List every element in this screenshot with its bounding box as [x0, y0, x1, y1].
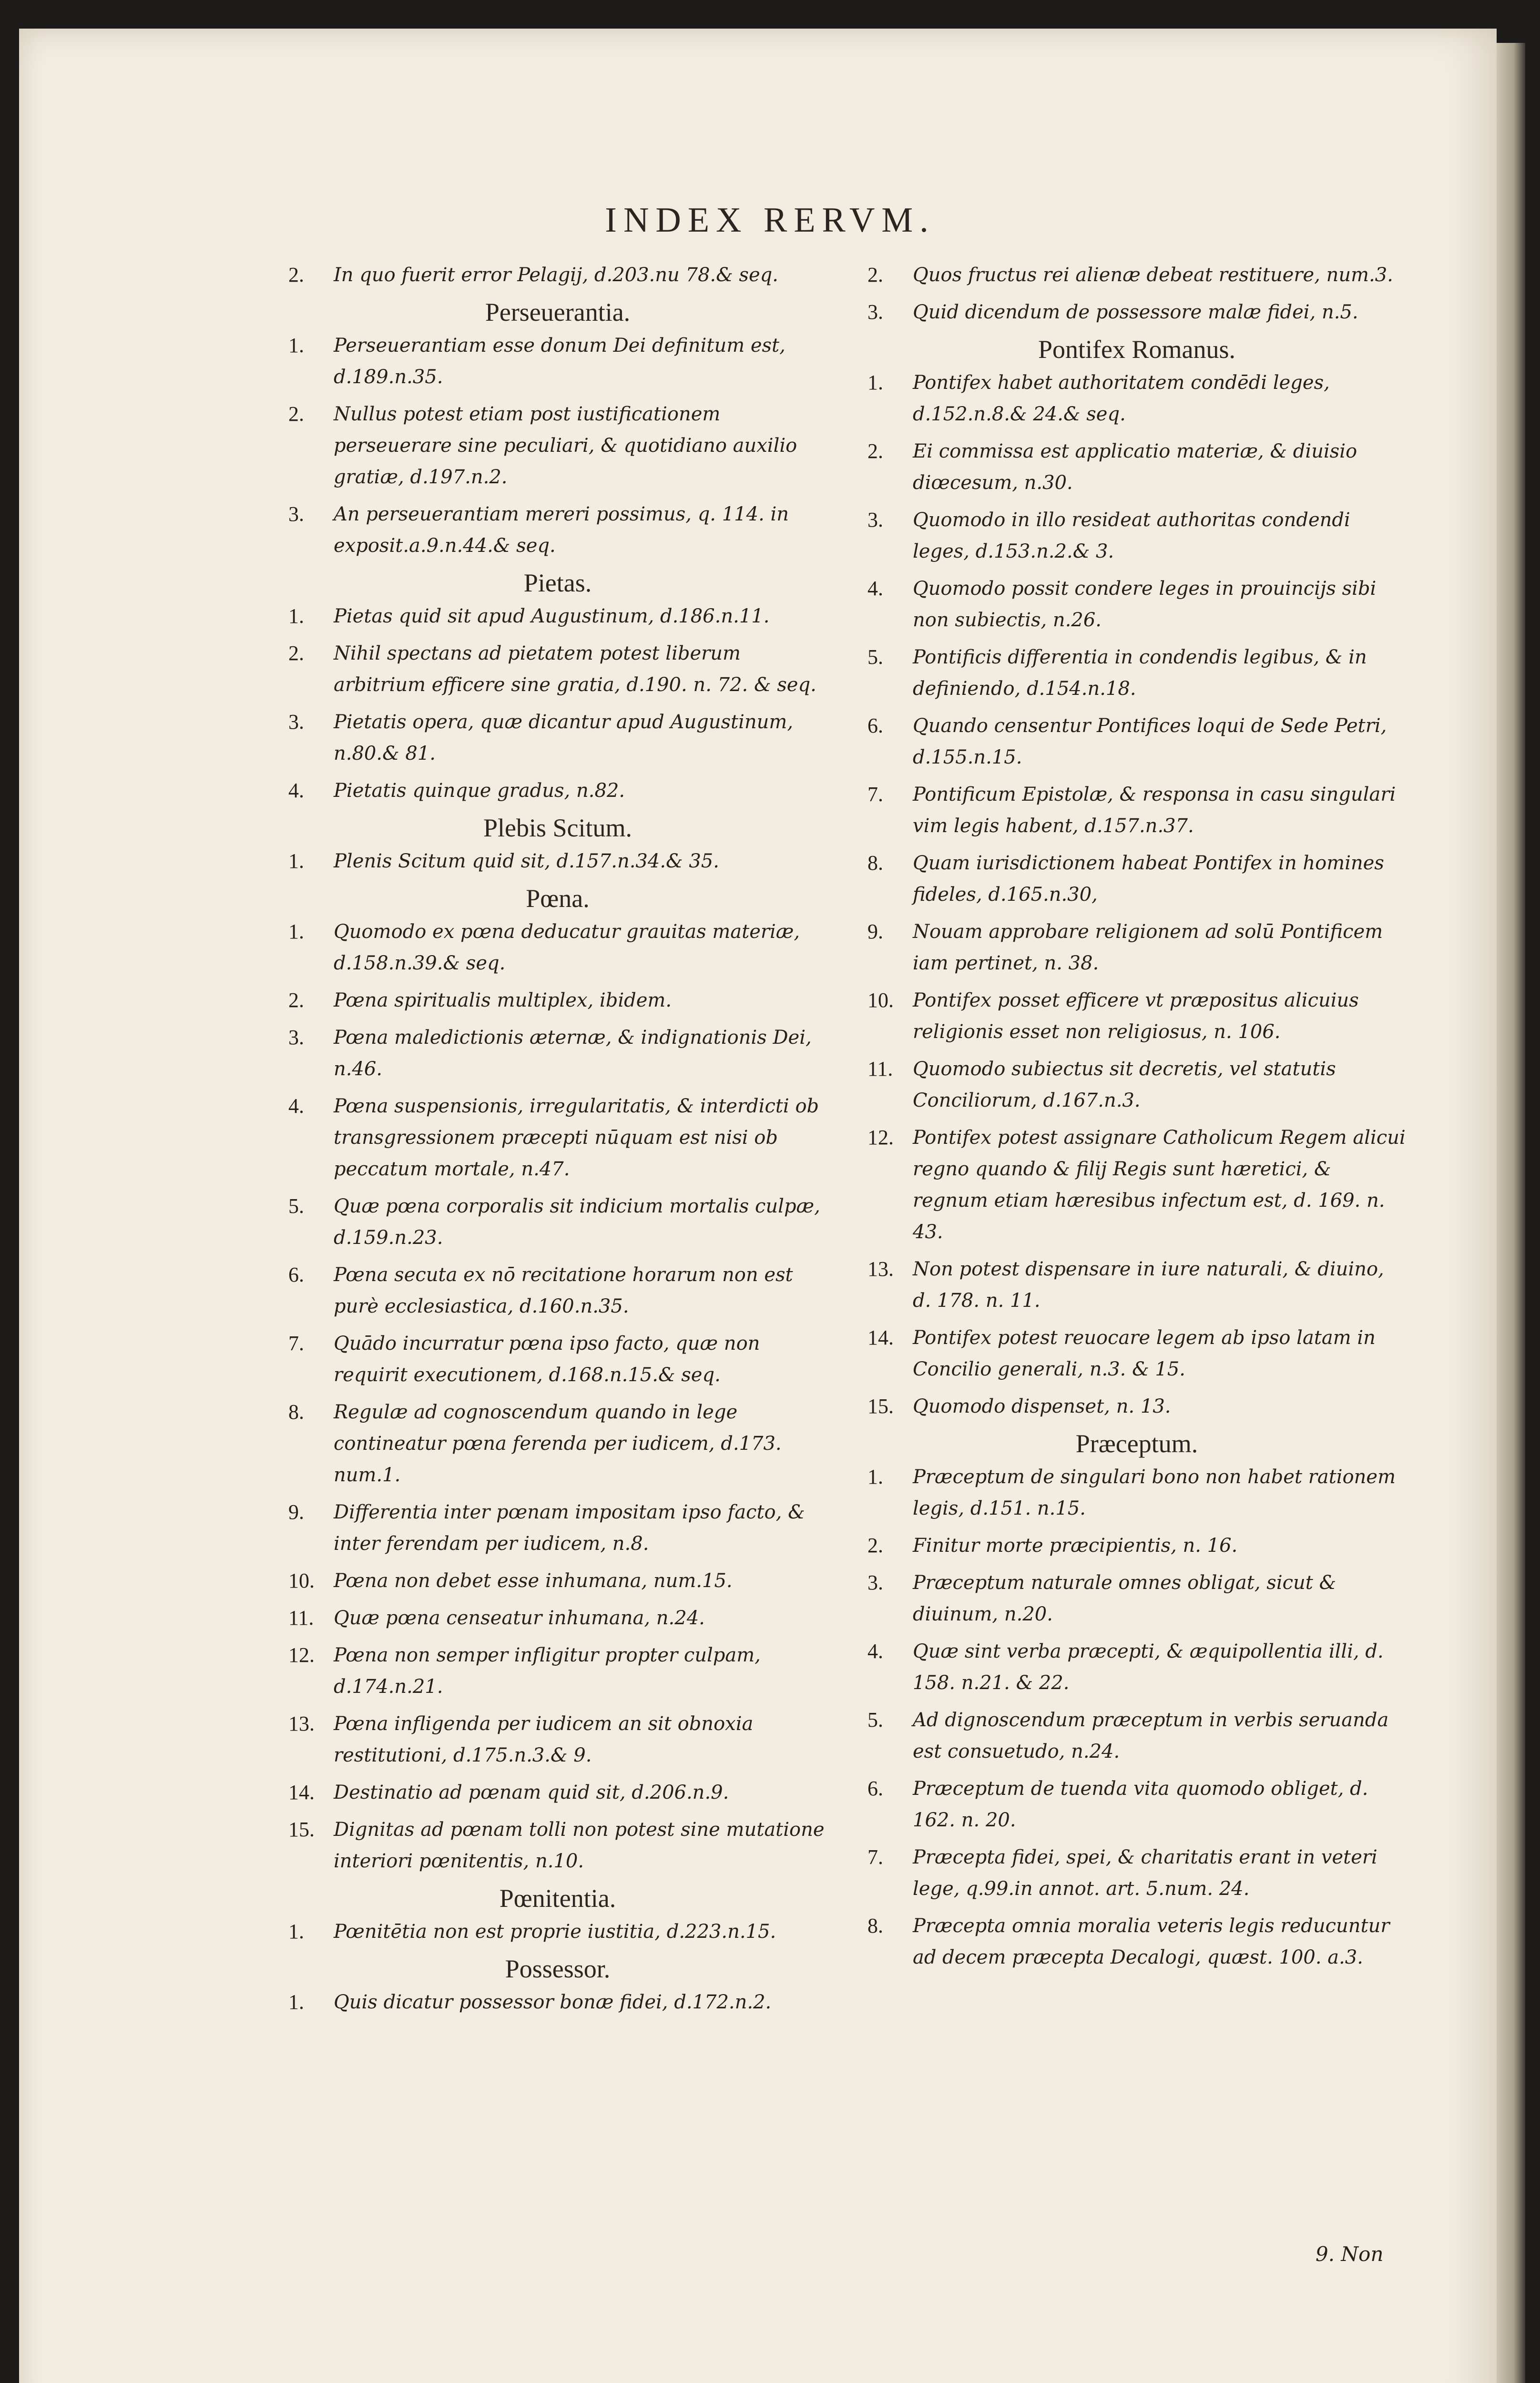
- index-entry: [867, 1530, 1406, 1561]
- entry-text: Quos fructus rei alienæ debeat restituere, num.3.: [913, 264, 1393, 286]
- entry-number: 3.: [288, 502, 304, 526]
- entry-number: 1.: [288, 604, 304, 628]
- entry-text: Præceptum de tuenda vita quomodo obliget, d. 162. n. 20.: [913, 1778, 1368, 1831]
- entry-number: 11.: [288, 1606, 314, 1629]
- entry-text: Præceptum de singulari bono non habet rationem legis, d.151. n.15.: [913, 1466, 1396, 1519]
- entry-number: 10.: [288, 1569, 315, 1592]
- entry-text: Quomodo subiectus sit decretis, vel statutis Conciliorum, d.167.n.3.: [913, 1058, 1336, 1111]
- entry-number: 5.: [867, 645, 883, 669]
- index-entry: [288, 845, 827, 877]
- index-entry: [288, 1602, 827, 1634]
- entry-number: 3.: [867, 300, 883, 324]
- entry-text: Præceptum naturale omnes obligat, sicut & diuinum, n.20.: [913, 1572, 1336, 1625]
- entry-number: 7.: [867, 1845, 883, 1869]
- entry-text: Destinatio ad pœnam quid sit, d.206.n.9.: [334, 1782, 729, 1803]
- entry-number: 9.: [288, 1500, 304, 1524]
- entry-text: Præcepta fidei, spei, & charitatis erant in veteri lege, q.99.in annot. art. 5.num. 24.: [913, 1846, 1377, 1900]
- entry-text: Nouam approbare religionem ad solū Pontificem iam pertinet, n. 38.: [913, 921, 1383, 974]
- entry-number: 7.: [288, 1332, 304, 1355]
- index-entry: [288, 1916, 827, 1947]
- entry-number: 4.: [867, 577, 883, 600]
- index-entry: [288, 1396, 827, 1491]
- left-column: [288, 257, 827, 2024]
- entry-text: Ei commissa est applicatio materiæ, & diuisio diœcesum, n.30.: [913, 440, 1357, 494]
- index-entry: [288, 985, 827, 1016]
- entry-number: 6.: [867, 1777, 883, 1800]
- entry-text: Pœna suspensionis, irregularitatis, & interdicti ob transgressionem præcepti nūquam est nisi ob peccatum mortale, n.47.: [334, 1095, 819, 1180]
- entry-text: Quis dicatur possessor bonæ fidei, d.172.n.2.: [334, 1991, 772, 2013]
- entry-number: 1.: [867, 1465, 883, 1488]
- index-entry: [288, 706, 827, 769]
- entry-text: Regulæ ad cognoscendum quando in lege contineatur pœna ferenda per iudicem, d.173. num.1.: [334, 1401, 782, 1486]
- index-entry: [867, 1567, 1406, 1630]
- index-entry: [867, 1253, 1406, 1316]
- entry-number: 1.: [288, 920, 304, 943]
- entry-text: Pontificum Epistolæ, & responsa in casu singulari vim legis habent, d.157.n.37.: [913, 784, 1396, 837]
- entry-number: 15.: [288, 1818, 315, 1841]
- index-entry: [867, 779, 1406, 842]
- index-entry: [288, 916, 827, 979]
- index-entry: [288, 601, 827, 632]
- entry-number: 13.: [867, 1257, 894, 1281]
- section-heading: Præceptum.: [1075, 1429, 1198, 1458]
- index-entry: [867, 847, 1406, 910]
- entry-number: 2.: [867, 263, 883, 286]
- entry-number: 1.: [288, 1990, 304, 2014]
- entry-number: 13.: [288, 1712, 315, 1735]
- index-entry: [288, 775, 827, 806]
- entry-text: Pœna secuta ex nō recitatione horarum non est purè ecclesiastica, d.160.n.35.: [334, 1264, 793, 1317]
- entry-number: 3.: [288, 710, 304, 733]
- entry-text: Non potest dispensare in iure naturali, & diuino, d. 178. n. 11.: [913, 1258, 1384, 1312]
- index-entry: [288, 499, 827, 561]
- index-entry: [867, 1773, 1406, 1836]
- entry-text: Finitur morte præcipientis, n. 16.: [913, 1535, 1238, 1557]
- entry-number: 1.: [867, 371, 883, 394]
- section-heading: Pontifex Romanus.: [1038, 335, 1235, 364]
- index-entry: [288, 259, 827, 291]
- index-entry: [867, 642, 1406, 704]
- entry-number: 2.: [867, 1534, 883, 1557]
- entry-number: 1.: [288, 1920, 304, 1943]
- index-entry: [867, 1910, 1406, 1973]
- index-entry: [867, 1391, 1406, 1422]
- entry-number: 4.: [867, 1640, 883, 1663]
- right-column: [867, 257, 1406, 1979]
- entry-number: 2.: [288, 402, 304, 426]
- entry-text: In quo fuerit error Pelagij, d.203.nu 78.& seq.: [334, 264, 778, 286]
- entry-number: 2.: [288, 988, 304, 1012]
- entry-text: Quæ pœna censeatur inhumana, n.24.: [334, 1607, 705, 1629]
- running-head: INDEX RERVM.: [605, 201, 935, 240]
- entry-number: 6.: [867, 714, 883, 737]
- entry-text: Pontifex posset efficere vt præpositus alicuius religionis esset non religiosus, n. 106.: [913, 989, 1359, 1043]
- entry-text: Quomodo ex pœna deducatur grauitas materiæ, d.158.n.39.& seq.: [334, 921, 800, 974]
- index-entry: [867, 296, 1406, 328]
- section-heading: Perseuerantia.: [485, 298, 631, 326]
- index-entry: [288, 1497, 827, 1559]
- entry-number: 4.: [288, 1094, 304, 1118]
- index-entry: [288, 398, 827, 493]
- section-heading: Plebis Scitum.: [483, 814, 632, 842]
- index-entry: [867, 985, 1406, 1048]
- entry-text: Pontificis differentia in condendis legibus, & in definiendo, d.154.n.18.: [913, 646, 1367, 700]
- entry-number: 8.: [867, 1914, 883, 1937]
- index-entry: [867, 259, 1406, 291]
- entry-text: Quomodo in illo resideat authoritas condendi leges, d.153.n.2.& 3.: [913, 509, 1350, 562]
- index-entry: [288, 1022, 827, 1085]
- entry-text: Pœna infligenda per iudicem an sit obnoxia restitutioni, d.175.n.3.& 9.: [334, 1713, 754, 1766]
- entry-text: Quomodo dispenset, n. 13.: [913, 1395, 1171, 1417]
- index-entry: [867, 1053, 1406, 1116]
- entry-text: Nihil spectans ad pietatem potest liberum arbitrium efficere sine gratia, d.190. n. 72. & seq.: [334, 642, 816, 696]
- entry-text: Præcepta omnia moralia veteris legis reducuntur ad decem præcepta Decalogi, quæst. 100. a.3.: [913, 1915, 1390, 1968]
- index-entry: [288, 1640, 827, 1702]
- index-entry: [867, 916, 1406, 979]
- index-entry: [867, 367, 1406, 430]
- index-entry: [867, 1461, 1406, 1524]
- index-entry: [867, 710, 1406, 773]
- entry-text: Quādo incurratur pœna ipso facto, quæ non requirit executionem, d.168.n.15.& seq.: [334, 1333, 760, 1386]
- entry-number: 3.: [867, 508, 883, 531]
- entry-number: 2.: [867, 439, 883, 463]
- entry-number: 14.: [288, 1781, 315, 1804]
- catchword: 9. Non: [1316, 2242, 1384, 2266]
- entry-text: Quæ sint verba præcepti, & æquipollentia illi, d. 158. n.21. & 22.: [913, 1640, 1384, 1694]
- entry-number: 12.: [288, 1643, 315, 1667]
- entry-number: 12.: [867, 1126, 894, 1149]
- entry-number: 1.: [288, 334, 304, 357]
- entry-text: Quomodo possit condere leges in prouincijs sibi non subiectis, n.26.: [913, 578, 1377, 631]
- entry-text: Pontifex potest assignare Catholicum Regem alicui regno quando & filij Regis sunt hæretici, & regnum etiam hæresibus infectum est, d. 169. n. 43.: [913, 1127, 1406, 1243]
- entry-text: Pœna non debet esse inhumana, num.15.: [334, 1570, 733, 1592]
- entry-number: 4.: [288, 779, 304, 802]
- index-entry: [867, 1322, 1406, 1385]
- index-entry: [867, 1636, 1406, 1699]
- entry-text: Pœnitētia non est proprie iustitia, d.223.n.15.: [334, 1921, 776, 1943]
- entry-text: Dignitas ad pœnam tolli non potest sine mutatione interiori pœnitentis, n.10.: [334, 1819, 825, 1872]
- index-entry: [288, 330, 827, 393]
- entry-text: Pœna maledictionis æternæ, & indignationis Dei, n.46.: [334, 1027, 812, 1080]
- index-entry: [288, 1191, 827, 1253]
- index-entry: [288, 1565, 827, 1597]
- entry-number: 10.: [867, 988, 894, 1012]
- entry-number: 3.: [867, 1571, 883, 1594]
- entry-text: Quæ pœna corporalis sit indicium mortalis culpæ, d.159.n.23.: [334, 1195, 820, 1249]
- entry-text: Pietatis opera, quæ dicantur apud Augustinum, n.80.& 81.: [334, 711, 794, 764]
- index-entry: [288, 1814, 827, 1877]
- page-edge: [1497, 43, 1525, 2383]
- entry-number: 9.: [867, 920, 883, 943]
- entry-number: 15.: [867, 1395, 894, 1418]
- entry-number: 3.: [288, 1026, 304, 1049]
- entry-number: 2.: [288, 642, 304, 665]
- entry-number: 5.: [867, 1708, 883, 1731]
- entry-text: Quando censentur Pontifices loqui de Sede Petri, d.155.n.15.: [913, 715, 1387, 768]
- index-entry: [288, 1090, 827, 1185]
- section-heading: Possessor.: [505, 1955, 611, 1983]
- index-entry: [288, 1259, 827, 1322]
- entry-number: 6.: [288, 1263, 304, 1286]
- entry-text: Pietas quid sit apud Augustinum, d.186.n.11.: [334, 605, 770, 627]
- index-entry: [867, 573, 1406, 636]
- entry-number: 14.: [867, 1326, 894, 1349]
- section-heading: Pœna.: [526, 884, 590, 913]
- section-heading: Pœnitentia.: [499, 1884, 616, 1913]
- entry-text: Perseuerantiam esse donum Dei definitum est, d.189.n.35.: [334, 335, 785, 388]
- entry-text: Pœna spiritualis multiplex, ibidem.: [334, 989, 672, 1011]
- entry-number: 11.: [867, 1057, 893, 1080]
- entry-text: Pœna non semper infligitur propter culpam, d.174.n.21.: [334, 1644, 761, 1698]
- entry-text: Quid dicendum de possessore malæ fidei, n.5.: [913, 301, 1358, 323]
- entry-number: 2.: [288, 263, 304, 286]
- entry-text: Pontifex habet authoritatem condēdi leges, d.152.n.8.& 24.& seq.: [913, 372, 1330, 425]
- entry-number: 7.: [867, 783, 883, 806]
- index-entry: [288, 1328, 827, 1391]
- entry-number: 5.: [288, 1194, 304, 1218]
- entry-text: Pontifex potest reuocare legem ab ipso latam in Concilio generali, n.3. & 15.: [913, 1327, 1376, 1380]
- entry-number: 8.: [867, 851, 883, 875]
- entry-text: Differentia inter pœnam impositam ipso facto, & inter ferendam per iudicem, n.8.: [334, 1501, 805, 1555]
- entry-text: Nullus potest etiam post iustificationem perseuerare sine peculiari, & quotidiano auxilio gratiæ, d.197.n.2.: [334, 403, 797, 488]
- index-entry: [288, 1708, 827, 1771]
- index-entry: [288, 1777, 827, 1808]
- entry-text: Pietatis quinque gradus, n.82.: [334, 780, 625, 802]
- index-entry: [288, 638, 827, 701]
- entry-text: An perseuerantiam mereri possimus, q. 114. in exposit.a.9.n.44.& seq.: [334, 503, 789, 557]
- entry-text: Plenis Scitum quid sit, d.157.n.34.& 35.: [334, 850, 719, 872]
- index-entry: [288, 1986, 827, 2018]
- entry-number: 8.: [288, 1400, 304, 1424]
- entry-text: Ad dignoscendum præceptum in verbis seruanda est consuetudo, n.24.: [913, 1709, 1389, 1762]
- index-entry: [867, 436, 1406, 499]
- index-entry: [867, 1704, 1406, 1767]
- entry-text: Quam iurisdictionem habeat Pontifex in homines fideles, d.165.n.30,: [913, 852, 1384, 906]
- entry-number: 1.: [288, 849, 304, 873]
- index-entry: [867, 504, 1406, 567]
- section-heading: Pietas.: [523, 569, 592, 597]
- index-entry: [867, 1122, 1406, 1248]
- index-entry: [867, 1842, 1406, 1904]
